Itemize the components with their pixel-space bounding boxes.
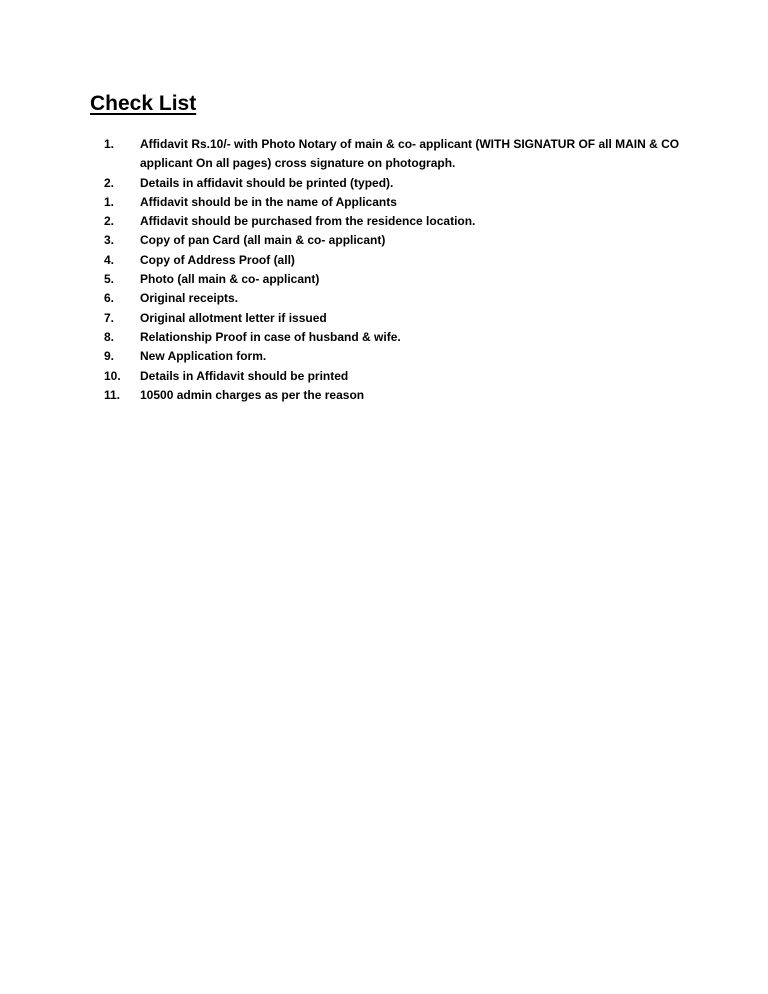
list-item [104,251,684,270]
item-text: Copy of pan Card (all main & co- applicant) [140,233,386,248]
item-text: Details in affidavit should be printed (typed). [140,175,394,190]
item-text: Relationship Proof in case of husband & wife. [140,329,401,344]
item-text: Details in Affidavit should be printed [140,368,349,383]
item-number: 10. [104,368,121,383]
item-number: 11. [104,387,121,402]
list-item [104,231,684,250]
item-number: 6. [104,291,115,306]
list-item [104,328,684,347]
item-number: 2. [104,214,115,229]
list-item [104,289,684,308]
item-text: Copy of Address Proof (all) [140,252,295,267]
list-item [104,135,684,174]
item-text: Original allotment letter if issued [140,310,327,325]
list-item [104,174,684,193]
list-item [104,309,684,328]
item-number: 9. [104,349,115,364]
page-title: Check List [90,92,197,115]
item-number: 7. [104,310,115,325]
item-number: 1. [104,194,115,209]
list-item [104,386,684,405]
item-text: Photo (all main & co- applicant) [140,272,320,287]
item-number: 5. [104,272,115,287]
item-number: 2. [104,175,115,190]
item-text: Affidavit should be in the name of Applicants [140,194,397,209]
list-item [104,347,684,366]
item-text: Affidavit should be purchased from the residence location. [140,214,476,229]
item-number: 4. [104,252,115,267]
item-text: Affidavit Rs.10/- with Photo Notary of main & co- applicant (WITH SIGNATUR OF all MAIN & CO applicant On all pages) cross signature on photograph. [140,137,680,171]
item-number: 8. [104,329,115,344]
item-text: 10500 admin charges as per the reason [140,387,365,402]
list-item [104,212,684,231]
item-text: Original receipts. [140,291,239,306]
list-item [104,270,684,289]
list-item [104,367,684,386]
item-number: 3. [104,233,115,248]
checklist [104,135,684,405]
list-item [104,193,684,212]
item-text: New Application form. [140,349,267,364]
item-number: 1. [104,137,115,151]
